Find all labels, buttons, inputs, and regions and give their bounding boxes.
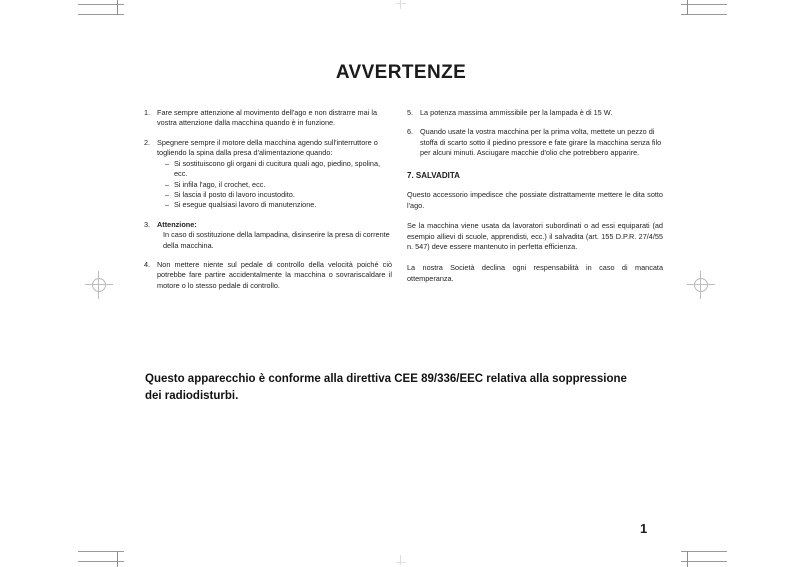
- section-heading-salvadita: 7. SALVADITA: [407, 170, 460, 180]
- crop-mark-line: [117, 551, 118, 567]
- crop-mark-bottom-left: [78, 545, 140, 567]
- registration-mark-left: [85, 271, 113, 299]
- salvadita-paragraph: La nostra Società declina ogni respensabilità in caso di mancata ottemperanza.: [407, 263, 663, 283]
- crop-mark-line: [681, 551, 727, 552]
- warning-item-number: 2.: [144, 137, 151, 147]
- warning-item-2-sublist: [157, 159, 392, 211]
- center-mark-line: [400, 0, 401, 9]
- warning-item-text: Non mettere niente sul pedale di controllo della velocità poiché ciò potrebbe fare partire accidentalmente la macchina o sovrariscaldare il motore o lo stesso pedale di controllo.: [157, 260, 392, 290]
- crop-mark-line: [78, 14, 124, 15]
- dash-bullet-icon: –: [165, 200, 170, 210]
- sublist-item: [165, 180, 392, 190]
- crop-mark-line: [78, 551, 124, 552]
- warning-item-number: 4.: [144, 260, 151, 270]
- crop-mark-line: [681, 14, 727, 15]
- warning-item-5: [407, 108, 663, 118]
- compliance-statement: Questo apparecchio è conforme alla direttiva CEE 89/336/EEC relativa alla soppressione dei radiodisturbi.: [145, 373, 627, 403]
- sublist-item-text: Si sostituiscono gli organi di cucitura quali ago, piedino, spolina, ecc.: [174, 158, 381, 179]
- crop-mark-line: [78, 561, 124, 562]
- warning-item-number: 3.: [144, 219, 151, 229]
- dash-bullet-icon: –: [165, 179, 170, 189]
- warning-item-text: Spegnere sempre il motore della macchina agendo sull'interruttore o togliendo la spina dalla presa d'alimentazione quando:: [157, 137, 378, 158]
- registration-circle-icon: [92, 278, 106, 292]
- warning-item-text: In caso di sostituzione della lampadina, disinserire la presa di corrente della macchina.: [163, 230, 390, 250]
- center-fold-mark-bottom: [394, 554, 408, 567]
- crop-mark-bottom-right: [665, 545, 727, 567]
- warning-item-text: Quando usate la vostra macchina per la prima volta, mettete un pezzo di stoffa di scarto sotto il piedino pressore e fate girare la macchina senza filo per alcuni minuti. Asciugare macchie d'olio che potrebbero apparire.: [420, 127, 662, 158]
- registration-crosshair-vertical: [98, 271, 99, 299]
- sublist-item-text: Si esegue qualsiasi lavoro di manutenzione.: [174, 200, 317, 210]
- sublist-item: [165, 159, 392, 180]
- crop-mark-line: [681, 561, 727, 562]
- warning-item-2: [144, 138, 392, 211]
- warnings-column-right: [407, 108, 663, 284]
- crop-mark-line: [78, 4, 124, 5]
- warning-item-number: 1.: [144, 108, 151, 117]
- registration-crosshair-horizontal: [687, 284, 715, 285]
- crop-mark-line: [681, 4, 727, 5]
- dash-bullet-icon: –: [165, 189, 170, 199]
- center-mark-line: [400, 555, 401, 565]
- warning-item-4: [144, 260, 392, 291]
- warning-item-number: 6.: [407, 127, 414, 137]
- warning-item-label: Attenzione:: [157, 219, 197, 229]
- crop-mark-line: [117, 0, 118, 15]
- warning-item-3: [144, 220, 392, 251]
- sublist-item-text: Si infila l'ago, il crochet, ecc.: [174, 179, 266, 189]
- dash-bullet-icon: –: [165, 158, 170, 168]
- warning-item-text: La potenza massima ammissibile per la lampada è di 15 W.: [420, 108, 613, 117]
- registration-crosshair-horizontal: [85, 284, 113, 285]
- page-title: AVVERTENZE: [335, 62, 467, 83]
- sublist-item: [165, 200, 392, 210]
- registration-crosshair-vertical: [700, 271, 701, 299]
- warnings-column-left: [144, 108, 392, 300]
- center-fold-mark-top: [394, 0, 408, 12]
- sublist-item-text: Si lascia il posto di lavoro incustodito.: [174, 189, 295, 199]
- warning-item-1: [144, 108, 392, 129]
- center-mark-line: [396, 3, 406, 4]
- registration-mark-right: [687, 271, 715, 299]
- crop-mark-line: [687, 551, 688, 567]
- sublist-item: [165, 190, 392, 200]
- page-number: 1: [640, 521, 648, 536]
- registration-circle-icon: [694, 278, 708, 292]
- crop-mark-top-right: [665, 0, 727, 22]
- warning-item-text: Fare sempre attenzione al movimento dell'ago e non distrarre mai la vostra attenzione dalla macchina quando è in funzione.: [157, 108, 378, 128]
- warning-item-number: 5.: [407, 108, 414, 117]
- salvadita-paragraph: Questo accessorio impedisce che possiate distrattamente mettere le dita sotto l'ago.: [407, 190, 663, 210]
- salvadita-paragraph: Se la macchina viene usata da lavoratori subordinati o ad essi equiparati (ad esempio allievi di scuole, apprendisti, ecc.) il salvadita (art. 155 D.P.R. 27/4/55 n. 547) deve essere mantenuto in perfetta efficienza.: [407, 221, 663, 252]
- crop-mark-line: [687, 0, 688, 15]
- center-mark-line: [396, 562, 406, 563]
- crop-mark-top-left: [78, 0, 140, 22]
- warning-item-6: [407, 127, 663, 158]
